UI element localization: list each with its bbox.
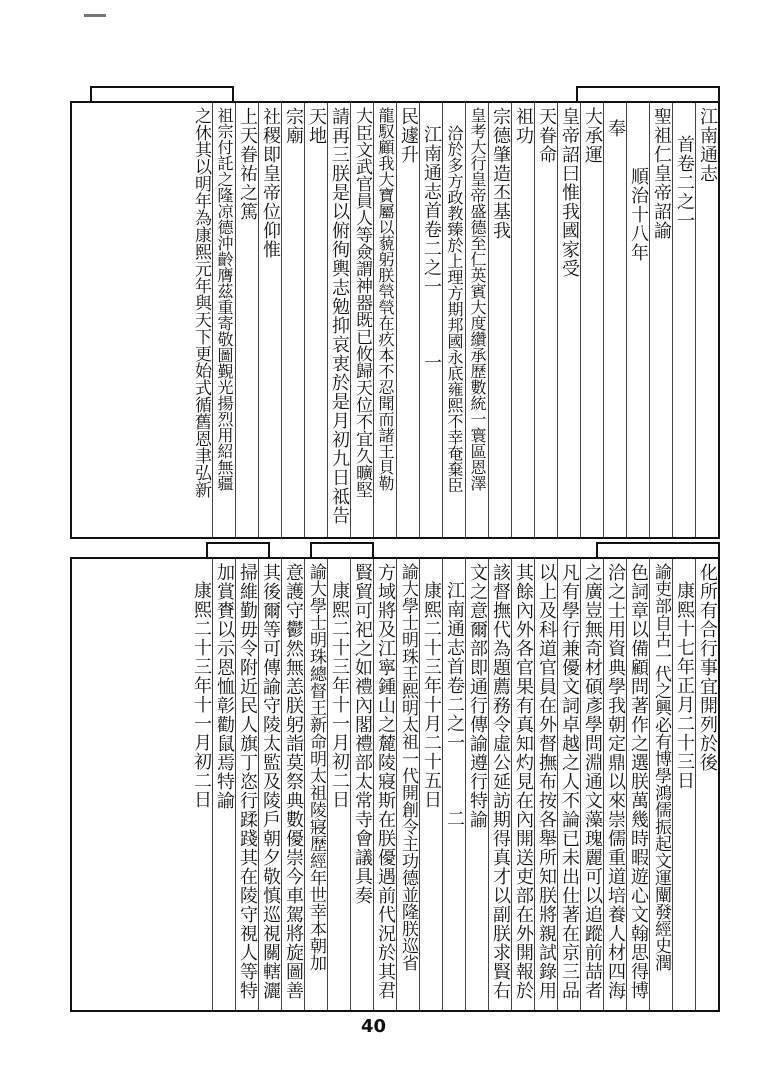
bottom-page-column	[189, 559, 212, 1010]
bottom-page-column-text: 諭大學士明珠總督王新命明太祖陵寢歷經年世幸本朝加	[306, 563, 326, 971]
page-number: 40	[361, 1016, 387, 1037]
top-page-column	[350, 103, 373, 537]
bottom-page-column	[304, 559, 327, 1010]
top-page-column-text: 祖功	[513, 107, 534, 145]
bottom-page-column	[580, 559, 603, 1010]
bottom-page-column-text: 凡有學行兼優文詞卓越之人不論已未出仕著在京三品	[559, 563, 580, 1000]
top-page-column-text: 江南通志首卷二之一 一	[421, 125, 442, 372]
bottom-page-column-text: 文之意爾部即通行傳諭遵行特諭	[467, 563, 488, 829]
top-page-column-text: 大承運	[582, 107, 603, 164]
bottom-page-column	[534, 559, 557, 1010]
top-page-column	[304, 103, 327, 537]
bottom-page-column-text: 意護守鬱然無恙朕躬詣莫祭典數優崇今車駕將旋圖善	[283, 563, 304, 1000]
bottom-page-column-text: 康熙二十三年十一月初二日	[329, 581, 350, 809]
scan-speck	[84, 14, 106, 17]
top-page-column	[626, 103, 649, 537]
bottom-page-column-text: 加賞賚以示恩恤彰勸鼠焉特諭	[214, 563, 235, 810]
top-page-column	[465, 103, 488, 537]
top-page-column	[281, 103, 304, 537]
bottom-page-column	[488, 559, 511, 1010]
bottom-page-columns	[72, 559, 718, 1010]
top-page-column	[580, 103, 603, 537]
bottom-page-column-text: 化所有合行事宜開列於後	[697, 563, 718, 772]
bottom-page-column	[396, 559, 419, 1010]
top-page-column-text: 天地	[306, 107, 327, 145]
top-page-column	[396, 103, 419, 537]
top-page-column-text: 江南通志	[697, 107, 718, 183]
bottom-page-column-text: 康熙二十三年十月二十五日	[421, 581, 442, 809]
top-page-column-text: 請再三朕是以俯徇輿志勉抑哀衷於是月初九日祗告	[329, 107, 350, 525]
bottom-page-column-text: 其餘內外各官果有真知灼見在內開送吏部在外開報於	[513, 563, 534, 1000]
top-page-column	[419, 103, 442, 537]
bottom-page-column	[419, 559, 442, 1010]
top-page-column-text: 大臣文武官員人等僉謂神器既已攸歸天位不宜久曠堅	[352, 107, 372, 498]
top-page-column	[603, 103, 626, 537]
top-page-column-text: 祖宗付託之隆凉德沖齡膺茲重寄敬圖覲光揚烈用紹無疆	[215, 107, 234, 491]
top-page-column	[649, 103, 672, 537]
bottom-page-column-text: 江南通志首卷二之一 二	[444, 581, 465, 828]
bottom-page-column-text: 其後爾等可傳諭守陵太監及陵戶朝夕敬慎巡視關轄灑	[260, 563, 281, 1000]
top-page-column-text: 皇帝詔曰惟我國家受	[559, 107, 580, 278]
top-page-column-text: 宗德肇造丕基我	[490, 107, 511, 240]
bottom-page-column	[281, 559, 304, 1010]
bottom-page-column	[350, 559, 373, 1010]
bottom-page-column	[465, 559, 488, 1010]
top-page-panel	[70, 101, 720, 539]
bottom-page-column-text: 諭吏部自古一代之興必有博學鴻儒振起文運闡發經史潤	[651, 563, 671, 971]
top-page-column-text: 奉	[605, 119, 626, 138]
top-page-column	[258, 103, 281, 537]
bottom-page-column-text: 康熙二十三年十一月初二日	[191, 581, 212, 809]
bottom-page-column-text: 之廣豈無奇材碩彥學問淵通文藻瑰麗可以追蹤前喆者	[582, 563, 603, 1000]
bottom-page-panel	[70, 557, 720, 1012]
bottom-page-column-text: 色詞章以備顧問著作之選朕萬幾時暇遊心文翰思得博	[628, 563, 649, 1000]
bottom-page-column-text: 康熙十七年正月二十三日	[674, 581, 695, 790]
top-page-column-text: 順治十八年	[628, 167, 649, 262]
top-page-column	[672, 103, 695, 537]
top-page-column-text: 洽於多方政教臻於上理方期邦國永底雍熙不幸奄棄臣	[445, 125, 464, 493]
bottom-page-column	[511, 559, 534, 1010]
bottom-page-column-text: 方域將及江寧鍾山之麓陵寢斯在朕優遇前代況於其君	[375, 563, 396, 1000]
top-page-column	[511, 103, 534, 537]
bottom-page-column-text: 以上及科道官員在外督撫布按各舉所知朕將親試錄用	[536, 563, 557, 1000]
top-page-column	[534, 103, 557, 537]
top-page-column-text: 首卷二之一	[674, 135, 695, 230]
bottom-page-column	[327, 559, 350, 1010]
bottom-page-column-text: 該督撫代為題薦務令虛公延訪期得真才以副朕求賢右	[490, 563, 511, 1000]
bottom-page-column	[626, 559, 649, 1010]
top-page-column	[488, 103, 511, 537]
top-page-column-text: 天眷命	[536, 107, 557, 164]
top-page-column	[189, 103, 212, 537]
bottom-page-column	[373, 559, 396, 1010]
top-page-column	[327, 103, 350, 537]
bottom-page-column-text: 洽之士用資典學我朝定鼎以來崇儒重道培養人材四海	[605, 563, 626, 1000]
top-page-column	[212, 103, 235, 537]
top-page-columns	[72, 103, 718, 537]
top-page-column-text: 上天眷祐之篤	[237, 107, 258, 221]
top-page-column	[373, 103, 396, 537]
top-page-column-text: 龍馭顧我大寶屬以藐躬朕煢煢在疚本不忍聞而諸王貝勒	[376, 107, 395, 491]
top-page-column-text: 宗廟	[283, 107, 304, 145]
bottom-page-column	[442, 559, 465, 1010]
bottom-page-column	[603, 559, 626, 1010]
top-page-column-text: 皇考大行皇帝盛德至仁英賓大度纘承歷數統一寰區恩澤	[468, 107, 487, 491]
top-page-column	[557, 103, 580, 537]
bottom-page-column	[258, 559, 281, 1010]
top-page-column-text: 之休其以明年為康熙元年與天下更始式循舊恩聿弘新	[191, 107, 211, 498]
bottom-page-column	[695, 559, 718, 1010]
bottom-page-column	[672, 559, 695, 1010]
bottom-page-column	[649, 559, 672, 1010]
top-page-column	[442, 103, 465, 537]
top-page-column	[235, 103, 258, 537]
top-page-column-text: 民遽升	[398, 107, 419, 164]
top-page-column-text: 聖祖仁皇帝詔諭	[651, 107, 672, 240]
bottom-page-column	[557, 559, 580, 1010]
bottom-page-column-text: 掃維勤毋令附近民人旗丁恣行蹂踐其在陵守視人等特	[237, 563, 258, 1000]
top-page-column-text: 社稷即皇帝位仰惟	[260, 107, 281, 259]
bottom-page-column-text: 賢貿可祀之如禮內閣禮部太常寺會議具奏	[352, 563, 373, 905]
bottom-page-column	[235, 559, 258, 1010]
bottom-page-column-text: 諭大學士明珠王熙明太祖一代開創令主功德並隆朕巡省	[398, 563, 418, 971]
top-page-column	[695, 103, 718, 537]
bottom-page-column	[212, 559, 235, 1010]
